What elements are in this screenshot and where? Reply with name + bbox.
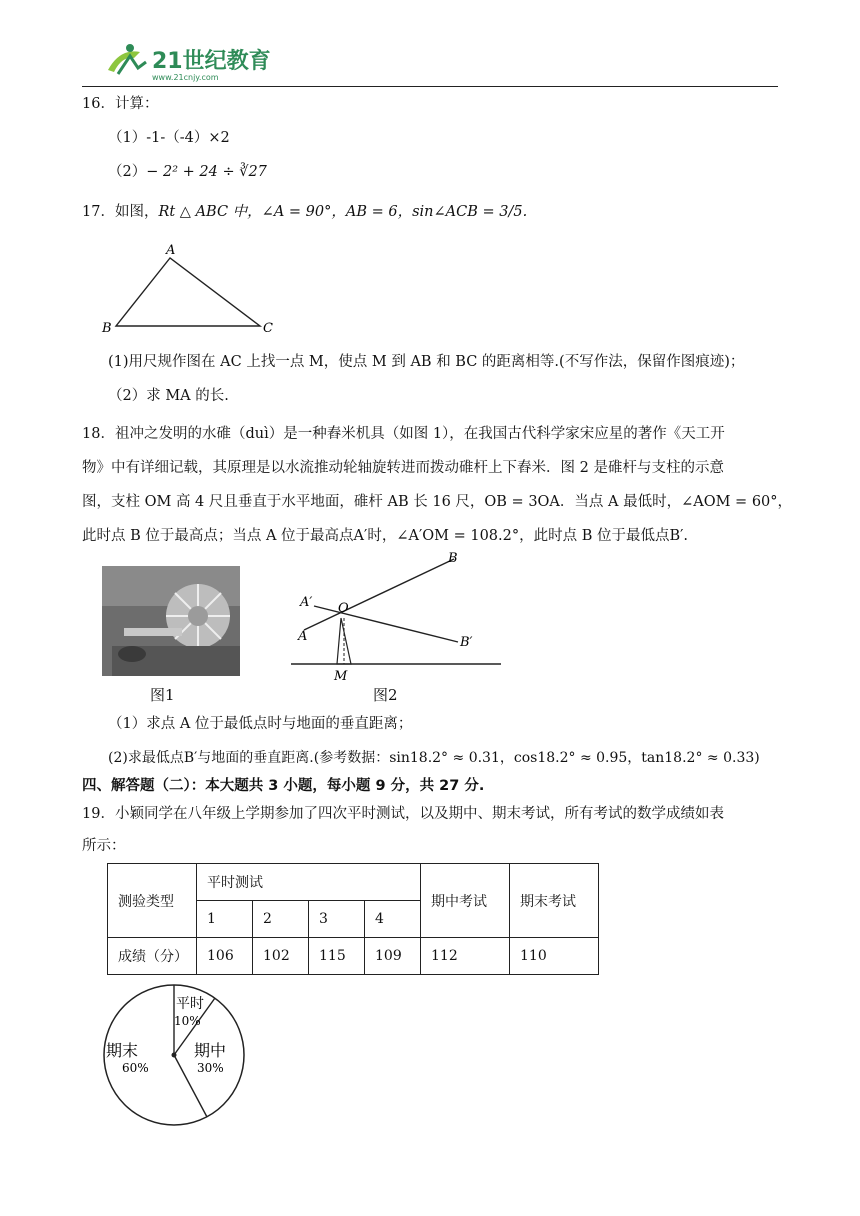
score-cell: 106 — [197, 938, 253, 975]
q17-stem-math: Rt △ ABC 中，∠A = 90°，AB = 6，sin∠ACB = 3/5. — [158, 204, 528, 220]
q18-line1: 18．祖冲之发明的水碓（duì）是一种舂米机具（如图 1），在我国古代科学家宋应星的著作《天工开 — [82, 426, 725, 442]
q17-stem — [82, 202, 527, 222]
label-b-prime: B′ — [460, 635, 473, 650]
score-cell: 115 — [309, 938, 365, 975]
q17-stem-prefix: 17．如图， — [82, 204, 159, 220]
q16-part2-label: （2） — [108, 164, 147, 180]
weight-pie-chart — [100, 982, 250, 1128]
label-b-top: B — [448, 551, 458, 566]
row-label: 成绩（分） — [108, 938, 197, 975]
label-a: A — [166, 243, 176, 258]
brand-url: www.21cnjy.com — [152, 73, 219, 82]
score-table — [107, 863, 599, 975]
section4-title: 四、解答题（二）：本大题共 3 小题，每小题 9 分，共 27 分. — [82, 778, 485, 794]
score-cell: 112 — [421, 938, 510, 975]
label-o: O — [338, 601, 349, 616]
label-a: A — [298, 629, 308, 644]
water-mill-photo — [102, 566, 240, 676]
slice-pct-final: 60% — [122, 1061, 149, 1075]
slice-label-final: 期末 — [106, 1041, 139, 1060]
triangle-figure — [96, 240, 286, 340]
th-sub-2: 2 — [253, 901, 309, 938]
th-midterm: 期中考试 — [421, 864, 510, 938]
q18-line4: 此时点 B 位于最高点；当点 A 位于最高点A′时，∠A′OM = 108.2°，此时点 B 位于最低点B′. — [82, 528, 689, 544]
label-c: C — [263, 321, 273, 336]
q18-part2: (2)求最低点B′与地面的垂直距离.(参考数据：sin18.2° ≈ 0.31，cos18.2° ≈ 0.95，tan18.2° ≈ 0.33) — [108, 750, 760, 766]
q16-part2 — [108, 162, 267, 182]
q19-line1: 19．小颖同学在八年级上学期参加了四次平时测试，以及期中、期末考试，所有考试的数学成绩如表 — [82, 806, 724, 822]
q19-line2: 所示： — [82, 838, 126, 854]
th-sub-3: 3 — [309, 901, 365, 938]
slice-pct-mid: 30% — [197, 1061, 224, 1075]
triangle-abc — [116, 258, 260, 326]
th-final: 期末考试 — [510, 864, 599, 938]
slice-label-mid: 期中 — [194, 1041, 227, 1060]
q18-line2: 物》中有详细记载，其原理是以水流推动轮轴旋转进而拨动碓杆上下舂米．图 2 是碓杆与支柱的示意 — [82, 460, 724, 476]
label-b: B — [102, 321, 112, 336]
label-a-prime: A′ — [300, 595, 313, 610]
slice-label-regular: 平时 — [176, 996, 204, 1012]
header-rule — [82, 86, 778, 87]
rod-ab — [304, 559, 454, 630]
score-cell: 102 — [253, 938, 309, 975]
q17-part2: （2）求 MA 的长. — [108, 388, 229, 404]
th-type: 测验类型 — [108, 864, 197, 938]
slice-pct-regular: 10% — [174, 1014, 201, 1028]
fig2-caption: 图2 — [373, 686, 398, 704]
q16-stem: 16．计算： — [82, 96, 159, 112]
score-cell: 109 — [365, 938, 421, 975]
q18-line3: 图，支柱 OM 高 4 尺且垂直于水平地面，碓杆 AB 长 16 尺，OB = 3OA．当点 A 最低时，∠AOM = 60°， — [82, 494, 793, 510]
rod-a-b-prime — [314, 606, 458, 642]
th-regular: 平时测试 — [197, 864, 421, 901]
pestle-diagram — [286, 548, 506, 684]
q16-part2-expr: − 2² + 24 ÷ ∛27 — [146, 164, 267, 180]
fig1-caption: 图1 — [150, 686, 175, 704]
th-sub-4: 4 — [365, 901, 421, 938]
th-sub-1: 1 — [197, 901, 253, 938]
score-cell: 110 — [510, 938, 599, 975]
brand-name: 21世纪教育 — [152, 49, 271, 74]
label-m: M — [334, 669, 348, 684]
brand-logo — [100, 40, 280, 84]
q16-part1: （1）-1-（-4）×2 — [108, 130, 230, 146]
q18-part1: （1）求点 A 位于最低点时与地面的垂直距离； — [108, 716, 413, 732]
q17-part1: (1)用尺规作图在 AC 上找一点 M，使点 M 到 AB 和 BC 的距离相等.(不写作法，保留作图痕迹)； — [108, 354, 745, 370]
pie-center — [172, 1053, 177, 1058]
